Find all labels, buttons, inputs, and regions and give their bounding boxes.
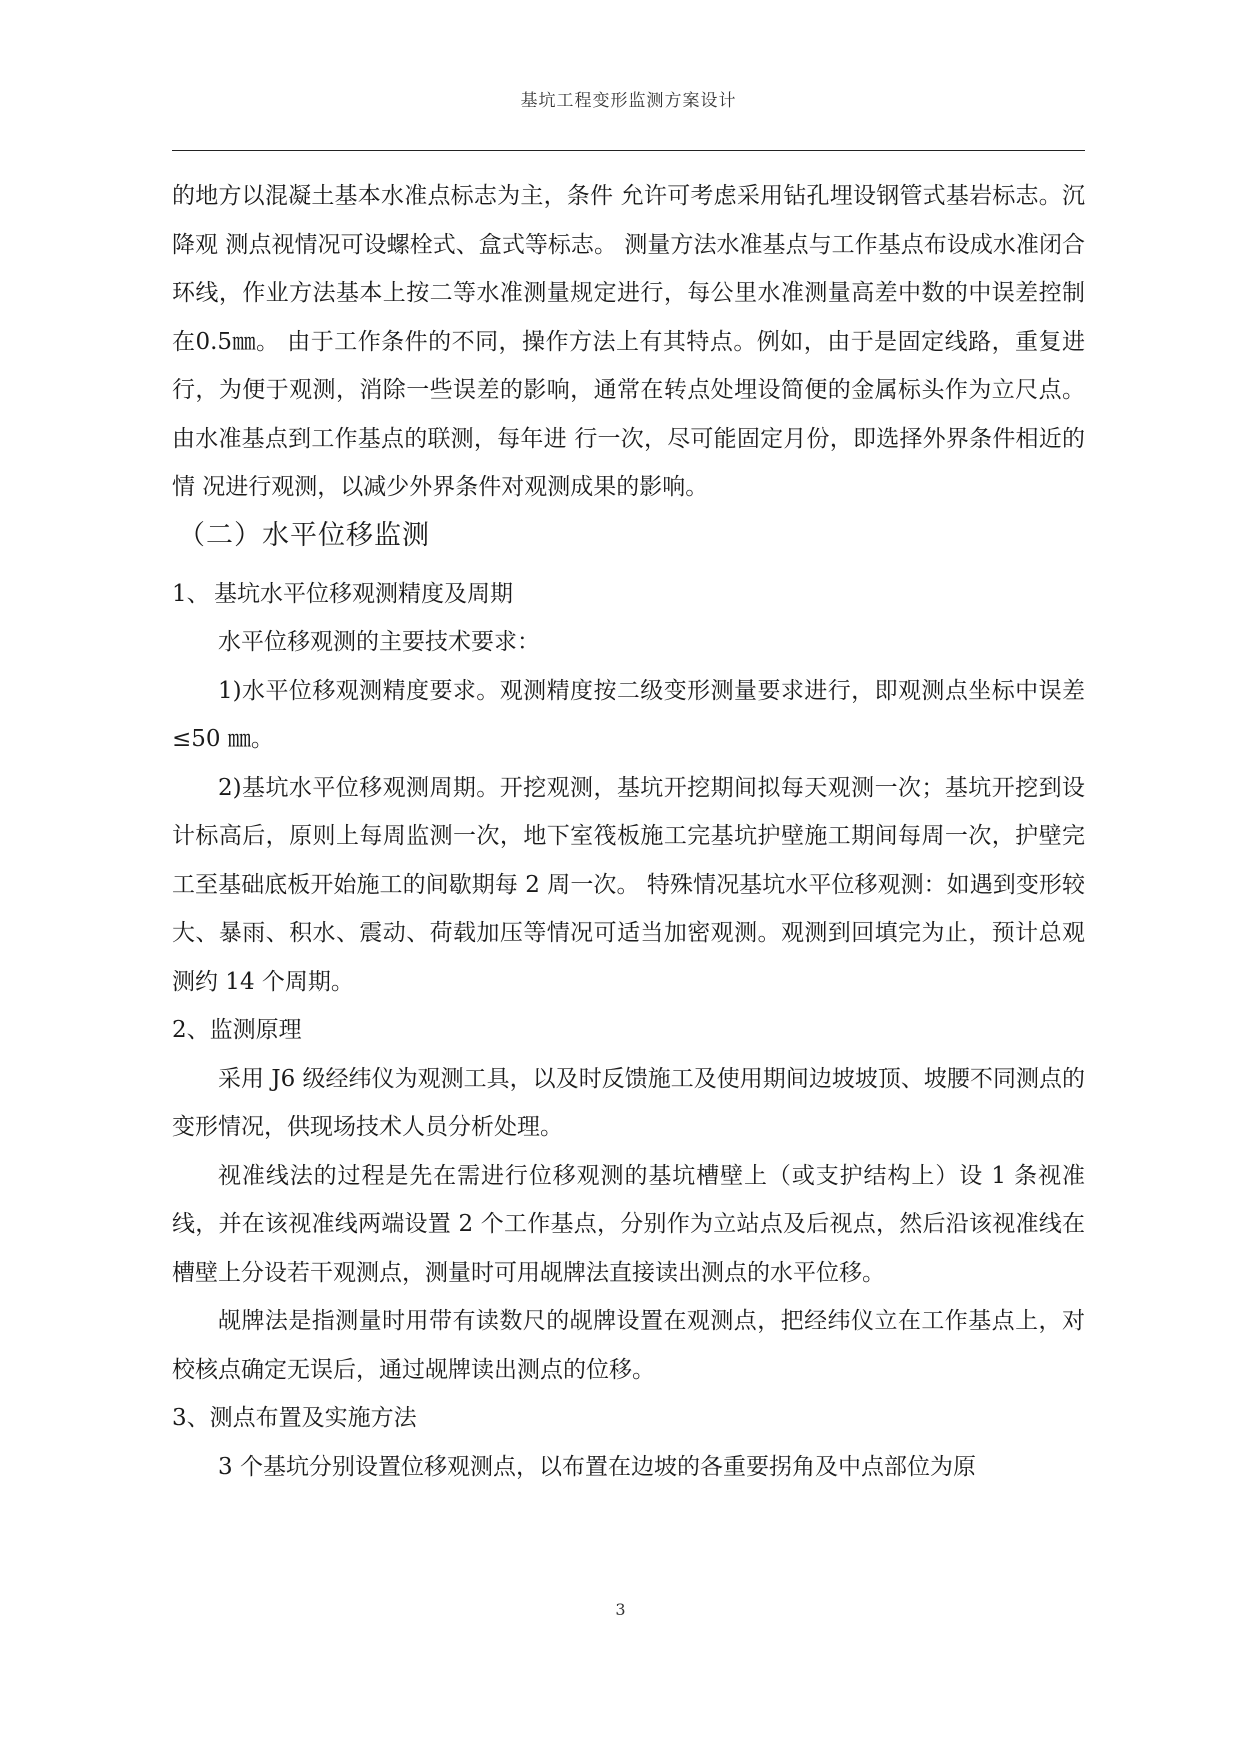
subsection-1-number: 1、: [172, 580, 210, 607]
subsection-1-title: 基坑水平位移观测精度及周期: [214, 580, 513, 607]
paragraph-theodolite-method: 采用 J6 级经纬仪为观测工具，以及时反馈施工及使用期间边坡坡顶、坡腰不同测点的变形情况，供现场技术人员分析处理。: [172, 1065, 1085, 1140]
section-heading-horizontal-displacement: （二）水平位移监测: [178, 519, 430, 551]
paragraph-point-layout: 3 个基坑分别设置位移观测点，以布置在边坡的各重要拐角及中点部位为原: [218, 1453, 976, 1480]
paragraph-precision-requirement: 1)水平位移观测精度要求。观测精度按二级变形测量要求进行，即观测点坐标中误差≤50 ㎜。: [172, 677, 1085, 752]
paragraph-collimation-line-method: 视准线法的过程是先在需进行位移观测的基坑槽壁上（或支护结构上）设 1 条视准线，并在该视准线两端设置 2 个工作基点，分别作为立站点及后视点，然后沿该视准线在槽壁上分设若干观测点，测量时可用觇牌法直接读出测点的水平位移。: [172, 1162, 1085, 1286]
page-number: 3: [615, 1600, 626, 1619]
paragraph-leveling-benchmarks: 的地方以混凝土基本水准点标志为主，条件 允许可考虑采用钻孔埋设钢管式基岩标志。沉降观 测点视情况可设螺栓式、盒式等标志。 测量方法水准基点与工作基点布设成水准闭合 环线，作业方法基本上按二等水准测量规定进行，每公里水准测量高差中数的中误差控制在0.5㎜。 由于工作条件的不同，操作方法上有其特点。例如，由于是固定线路，重复进行，为便于观测，消除一些误差的影响，通常在转点处埋设简便的金属标头作为立尺点。由水准基点到工作基点的联测，每年进 行一次，尽可能固定月份，即选择外界条件相近的情 况进行观测，以减少外界条件对观测成果的影响。: [172, 183, 1085, 500]
subsection-3-heading: 3、测点布置及实施方法: [172, 1405, 417, 1431]
paragraph-observation-period: 2)基坑水平位移观测周期。开挖观测，基坑开挖期间拟每天观测一次；基坑开挖到设计标高后，原则上每周监测一次，地下室筏板施工完基坑护壁施工期间每周一次，护壁完工至基础底板开始施工的间歇期每 2 周一次。 特殊情况基坑水平位移观测：如遇到变形较大、暴雨、积水、震动、荷载加压等情况可适当加密观测。观测到回填完为止，预计总观测约 14 个周期。: [172, 774, 1085, 995]
subsection-2-heading: 2、监测原理: [172, 1017, 302, 1043]
paragraph-technical-requirements: 水平位移观测的主要技术要求：: [218, 629, 540, 655]
subsection-1-heading: [172, 570, 1085, 619]
paragraph-target-method: 觇牌法是指测量时用带有读数尺的觇牌设置在观测点，把经纬仪立在工作基点上，对校核点确定无误后，通过觇牌读出测点的位移。: [172, 1308, 1085, 1383]
page-body: [172, 172, 1085, 1491]
header-divider: [172, 150, 1085, 151]
running-header: 基坑工程变形监测方案设计: [520, 91, 737, 111]
